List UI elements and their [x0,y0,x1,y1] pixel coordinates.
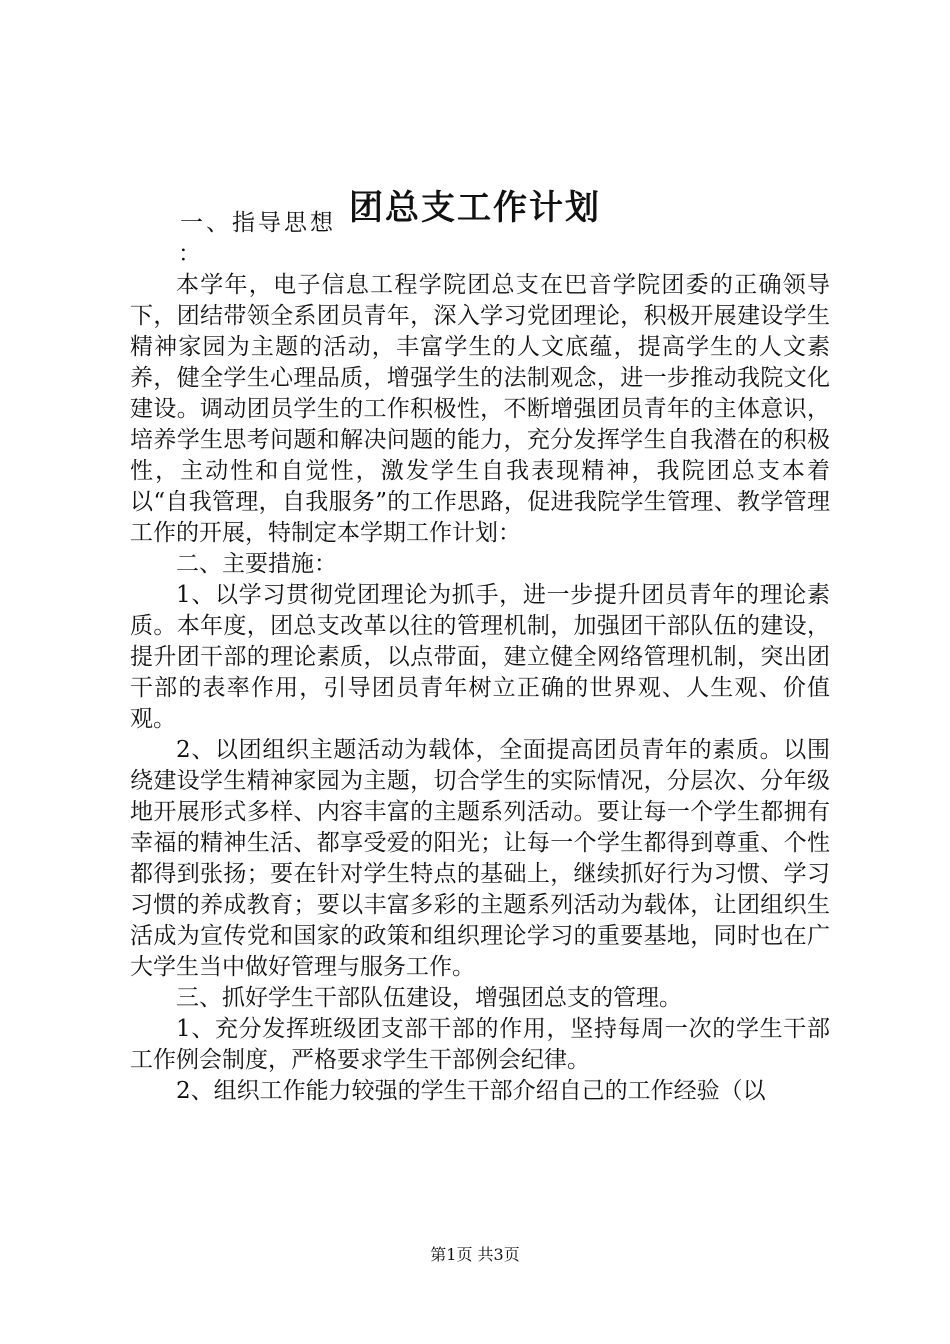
section1-colon: ： [178,241,201,267]
section2-heading: 二、主要措施： [176,551,337,577]
page-footer: 第1页 共3页 [430,1245,520,1264]
section3-item-2: 2、组织工作能力较强的学生干部介绍自己的工作经验（以 [176,1078,766,1104]
section1-heading: 一、指导思想 [180,210,336,236]
section3-item-1: 1、充分发挥班级团支部干部的作用，坚持每周一次的学生干部工作例会制度，严格要求学生干部例会纪律。 [130,1016,830,1073]
section2-item-1: 1、以学习贯彻党团理论为抓手，进一步提升团员青年的理论素质。本年度，团总支改革以往的管理机制，加强团干部队伍的建设，提升团干部的理论素质，以点带面，建立健全网络管理机制，突出团干部的表率作用，引导团员青年树立正确的世界观、人生观、价值观。 [130,582,830,732]
section2-item-2: 2、以团组织主题活动为载体，全面提高团员青年的素质。以围绕建设学生精神家园为主题，切合学生的实际情况，分层次、分年级地开展形式多样、内容丰富的主题系列活动。要让每一个学生都拥有幸福的精神生活、都享受爱的阳光；让每一个学生都得到尊重、个性都得到张扬；要在针对学生特点的基础上，继续抓好行为习惯、学习习惯的养成教育；要以丰富多彩的主题系列活动为载体，让团组织生活成为宣传党和国家的政策和组织理论学习的重要基地，同时也在广大学生当中做好管理与服务工作。 [130,737,830,980]
section1-paragraph: 本学年，电子信息工程学院团总支在巴音学院团委的正确领导下，团结带领全系团员青年，深入学习党团理论，积极开展建设学生精神家园为主题的活动，丰富学生的人文底蕴，提高学生的人文素养，健全学生心理品质，增强学生的法制观念，进一步推动我院文化建设。调动团员学生的工作积极性，不断增强团员青年的主体意识，培养学生思考问题和解决问题的能力，充分发挥学生自我潜在的积极性，主动性和自觉性，激发学生自我表现精神，我院团总支本着以“自我管理，自我服务”的工作思路，促进我院学生管理、教学管理工作的开展，特制定本学期工作计划： [130,272,830,546]
document-title: 团总支工作计划 [349,188,601,228]
section3-heading: 三、抓好学生干部队伍建设，增强团总支的管理。 [176,985,682,1011]
document-body [130,208,830,1107]
